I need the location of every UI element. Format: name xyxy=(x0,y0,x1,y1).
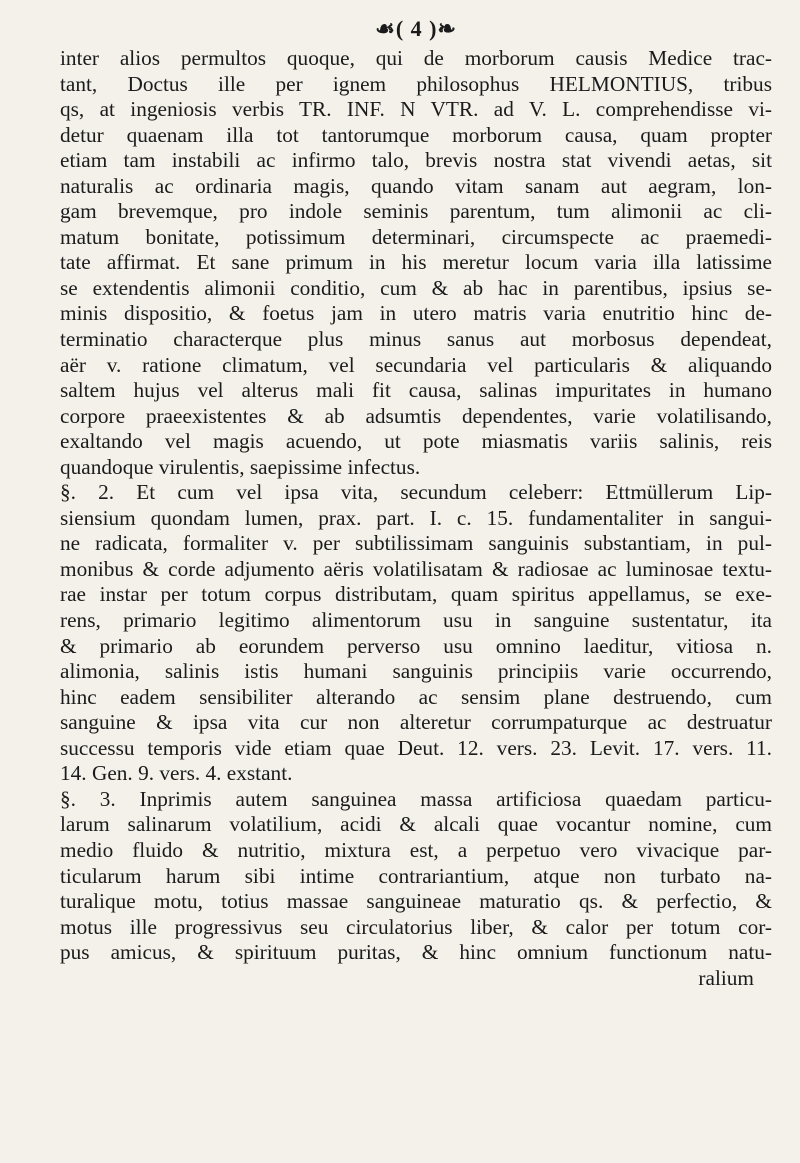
text-line: rens, primario legitimo alimentorum usu in sanguine sustentatur, ita xyxy=(60,608,772,633)
text-line: naturalis ac ordinaria magis, quando vitam sanam aut aegram, lon- xyxy=(60,173,772,198)
text-line: monibus & corde adjumento aëris volatilisatam & radiosae ac luminosae textu- xyxy=(60,556,772,581)
text-line: minis dispositio, & foetus jam in utero matris varia enutritio hinc de- xyxy=(60,301,772,326)
text-line: 14. Gen. 9. vers. 4. exstant. xyxy=(60,761,293,786)
text-line: hinc eadem sensibiliter alterando ac sensim plane destruendo, cum xyxy=(60,684,772,709)
text-line: se extendentis alimonii conditio, cum & ab hac in parentibus, ipsius se- xyxy=(60,275,772,300)
text-line: medio fluido & nutritio, mixtura est, a perpetuo vero vivacique par- xyxy=(60,837,772,862)
text-line: ticularum harum sibi intime contrariantium, atque non turbato na- xyxy=(60,863,772,888)
text-line: detur quaenam illa tot tantorumque morborum causa, quam propter xyxy=(60,122,772,147)
text-line: larum salinarum volatilium, acidi & alcali quae vocantur nomine, cum xyxy=(60,812,772,837)
text-line: aër v. ratione climatum, vel secundaria vel particularis & aliquando xyxy=(60,352,772,377)
text-line: sanguine & ipsa vita cur non alteretur corrumpaturque ac destruatur xyxy=(60,710,772,735)
text-line: saltem hujus vel alterus mali fit causa, salinas impuritates in humano xyxy=(60,378,772,403)
text-line: pus amicus, & spirituum puritas, & hinc omnium functionum natu- xyxy=(60,940,772,965)
text-line: tant, Doctus ille per ignem philosophus HELMONTIUS, tribus xyxy=(60,71,772,96)
catchword: ralium xyxy=(698,965,754,990)
text-line: matum bonitate, potissimum determinari, circumspecte ac praemedi- xyxy=(60,224,772,249)
body-text xyxy=(60,46,772,991)
text-line: tate affirmat. Et sane primum in his meretur locum varia illa latissime xyxy=(60,250,772,275)
page-header: ☙( 4 )❧ xyxy=(375,16,457,41)
text-line: motus ille progressivus seu circulatorius liber, & calor per totum cor- xyxy=(60,914,772,939)
text-line: quandoque virulentis, saepissime infectus. xyxy=(60,454,421,479)
text-line: successu temporis vide etiam quae Deut. 12. vers. 23. Levit. 17. vers. 11. xyxy=(60,735,772,760)
text-line: turalique motu, totius massae sanguineae maturatio qs. & perfectio, & xyxy=(60,889,772,914)
text-line: etiam tam instabili ac infirmo talo, brevis nostra stat vivendi aetas, sit xyxy=(60,148,772,173)
text-line: terminatio characterque plus minus sanus aut morbosus dependeat, xyxy=(60,327,772,352)
text-line: gam brevemque, pro indole seminis parentum, tum alimonii ac cli- xyxy=(60,199,772,224)
text-line: qs, at ingeniosis verbis TR. INF. N VTR. ad V. L. comprehendisse vi- xyxy=(60,97,772,122)
text-line: §. 3. Inprimis autem sanguinea massa artificiosa quaedam particu- xyxy=(60,786,772,811)
text-line: inter alios permultos quoque, qui de morborum causis Medice trac- xyxy=(60,46,772,70)
text-line: ne radicata, formaliter v. per subtilissimam sanguinis substantiam, in pul- xyxy=(60,531,772,556)
text-line: alimonia, salinis istis humani sanguinis principiis varie occurrendo, xyxy=(60,659,772,684)
text-line: rae instar per totum corpus distributam, quam spiritus appellamus, se exe- xyxy=(60,582,772,607)
text-line: exaltando vel magis acuendo, ut pote miasmatis variis salinis, reis xyxy=(60,429,772,454)
text-line: siensium quondam lumen, prax. part. I. c. 15. fundamentaliter in sangui- xyxy=(60,505,772,530)
text-line: §. 2. Et cum vel ipsa vita, secundum celeberr: Ettmüllerum Lip- xyxy=(60,480,772,505)
text-line: & primario ab eorundem perverso usu omnino laeditur, vitiosa n. xyxy=(60,633,772,658)
text-line: corpore praeexistentes & ab adsumtis dependentes, varie volatilisando, xyxy=(60,403,772,428)
